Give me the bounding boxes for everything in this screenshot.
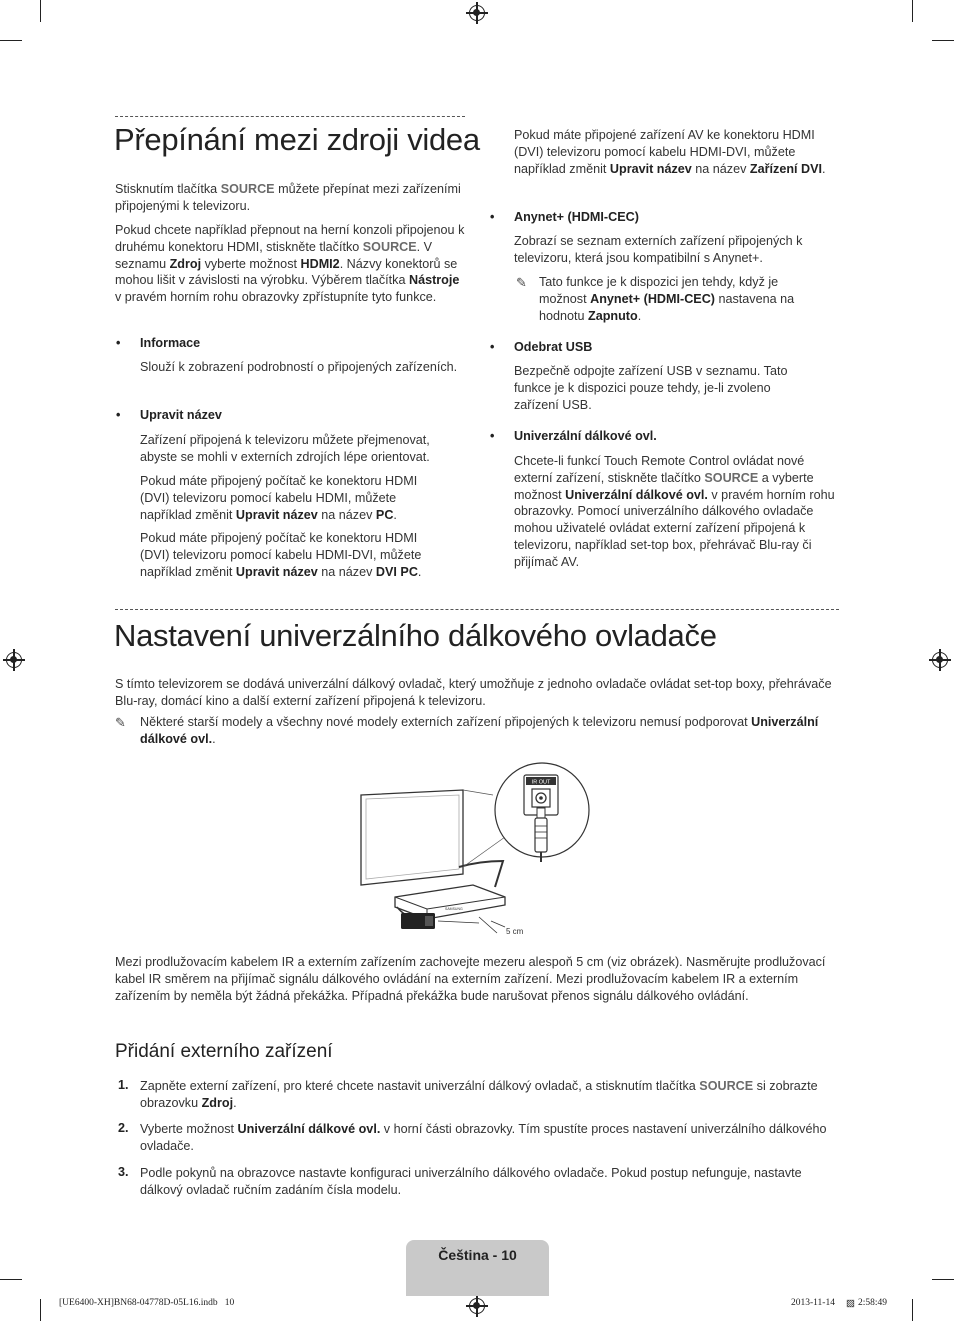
section-divider (115, 609, 839, 610)
registration-mark-icon (469, 1298, 485, 1314)
box-brand-label: SAMSUNG (445, 907, 463, 911)
section-title: Přepínání mezi zdroji videa (114, 122, 480, 157)
note-text: Tato funkce je k dispozici jen tehdy, když je možnost Anynet+ (HDMI-CEC) nastavena na hodnotu Zapnuto. (539, 275, 795, 323)
subsection-title: Přidání externího zařízení (115, 1041, 333, 1062)
bullet-text: Chcete-li funkcí Touch Remote Control ovládat nové externí zařízení, stiskněte tlačítko SOURCE a vyberte možnost Univerzální dálkové ovl. v pravém horním rohu obrazovky. Pomocí univerzálního dálkového ovladače mohou uživatelé ovládat externí zařízení připojená k televizoru, například set-top box, přehrávač Blu-ray či přijímač AV. (514, 454, 835, 569)
print-slug-time: 2:58:49 (858, 1298, 888, 1308)
bullet-text: Bezpečně odpojte zařízení USB v seznamu. Tato funkce je k dispozici pouze tehdy, je-li zvoleno zařízení USB. (514, 364, 788, 412)
tv-icon (361, 790, 463, 885)
paragraph: Pokud chcete například přepnout na herní konzoli připojenou k druhému konektoru HDMI, stiskněte tlačítko SOURCE. V seznamu Zdroj vyberte možnost HDMI2. Názvy konektorů se mohou lišit v závislosti na výrobku. Výběrem tlačítka Nástroje v pravém horním rohu obrazovky zpřístupníte tyto funkce. (115, 223, 465, 305)
note-pencil-icon: ✎ (115, 715, 126, 730)
step-number: 2. (118, 1121, 129, 1135)
bullet-text: Zobrazí se seznam externích zařízení připojených k televizoru, která jsou kompatibilní s Anynet+. (514, 234, 803, 265)
crop-mark (932, 40, 954, 41)
step-number: 3. (118, 1165, 129, 1179)
crop-mark (40, 1299, 41, 1321)
bullet-text: Pokud máte připojený počítač ke konektoru HDMI (DVI) televizoru pomocí kabelu HDMI-DVI, můžete například změnit Upravit název na název DVI PC. (140, 531, 422, 579)
step-number: 1. (118, 1078, 129, 1092)
ir-out-zoom-icon (494, 758, 590, 864)
paragraph: Mezi prodlužovacím kabelem IR a externím zařízením zachovejte mezeru alespoň 5 cm (viz obrázek). Nasměrujte prodlužovací kabel IR směrem na přijímač signálu dálkového ovládání na externím zařízení. Mezi prodlužovacím kabelem IR a externím zařízením by neměla být žádná překážka. Případná překážka bude narušovat přenos signálu dálkového ovládání. (115, 955, 826, 1003)
step-text: Podle pokynů na obrazovce nastavte konfiguraci univerzálního dálkového ovladače. Pokud postup nefunguje, nastavte dálkový ovladač ručním zadáním čísla modelu. (140, 1166, 802, 1197)
registration-mark-icon (469, 5, 485, 21)
distance-label: 5 cm (506, 927, 524, 936)
note-pencil-icon: ✎ (516, 275, 527, 290)
print-slug-date: 2013-11-14 (791, 1298, 835, 1308)
note-text: Některé starší modely a všechny nové modely externích zařízení připojených k televizoru nemusí podporovat Univerzální dálkové ovl.. (140, 715, 819, 746)
crop-mark (912, 0, 913, 22)
crop-mark (0, 40, 22, 41)
source-keyword: SOURCE (220, 182, 275, 196)
page-number-tab (406, 1240, 549, 1296)
registration-mark-icon (932, 652, 948, 668)
step-text: Vyberte možnost Univerzální dálkové ovl. v horní části obrazovky. Tím spustíte proces nastavení univerzálního dálkového ovladače. (140, 1122, 827, 1153)
section-title: Nastavení univerzálního dálkového ovladače (114, 618, 717, 653)
bullet-text: Zařízení připojená k televizoru můžete přejmenovat, abyste se mohli v externích zdrojích lépe orientovat. (140, 433, 430, 464)
bullet-univerzalni: • Univerzální dálkové ovl. (514, 428, 657, 445)
step-text: Zapněte externí zařízení, pro které chcete nastavit univerzální dálkový ovladač, a stisknutím tlačítka SOURCE si zobrazte obrazovku Zdroj. (140, 1079, 818, 1110)
ir-out-label: IR OUT (531, 779, 551, 786)
bullet-informace: • Informace (140, 335, 200, 352)
bullet-text: Pokud máte připojené zařízení AV ke konektoru HDMI (DVI) televizoru pomocí kabelu HDMI-DVI, můžete například změnit Upravit název na název Zařízení DVI. (514, 128, 826, 176)
registration-mark-icon (6, 652, 22, 668)
intro-paragraph: Stisknutím tlačítka SOURCE můžete přepínat mezi zařízeními připojenými k televizoru. (115, 182, 461, 213)
crop-mark (932, 1279, 954, 1280)
bullet-odebrat-usb: • Odebrat USB (514, 339, 592, 356)
intro-paragraph: S tímto televizorem se dodává univerzální dálkový ovladač, který umožňuje z jednoho ovladače ovládat set-top boxy, přehrávače Blu-ray, domácí kino a další externí zařízení připojená k televizoru. (115, 677, 832, 708)
crop-mark (912, 1299, 913, 1321)
print-slug-file: [UE6400-XH]BN68-04778D-05L16.indb 10 (59, 1298, 235, 1308)
crop-mark (0, 1279, 22, 1280)
section-divider (115, 116, 465, 117)
crop-mark (40, 0, 41, 22)
bullet-text: Pokud máte připojený počítač ke konektoru HDMI (DVI) televizoru pomocí kabelu HDMI, můžete například změnit Upravit název na název PC. (140, 474, 418, 522)
bullet-text: Slouží k zobrazení podrobností o připojených zařízeních. (140, 360, 458, 374)
print-slug-time-icon: ▨ (846, 1299, 855, 1309)
bullet-upravit-nazev: • Upravit název (140, 407, 222, 424)
page-label: Čeština - 10 (438, 1247, 517, 1263)
bullet-anynet: • Anynet+ (HDMI-CEC) (514, 209, 639, 226)
